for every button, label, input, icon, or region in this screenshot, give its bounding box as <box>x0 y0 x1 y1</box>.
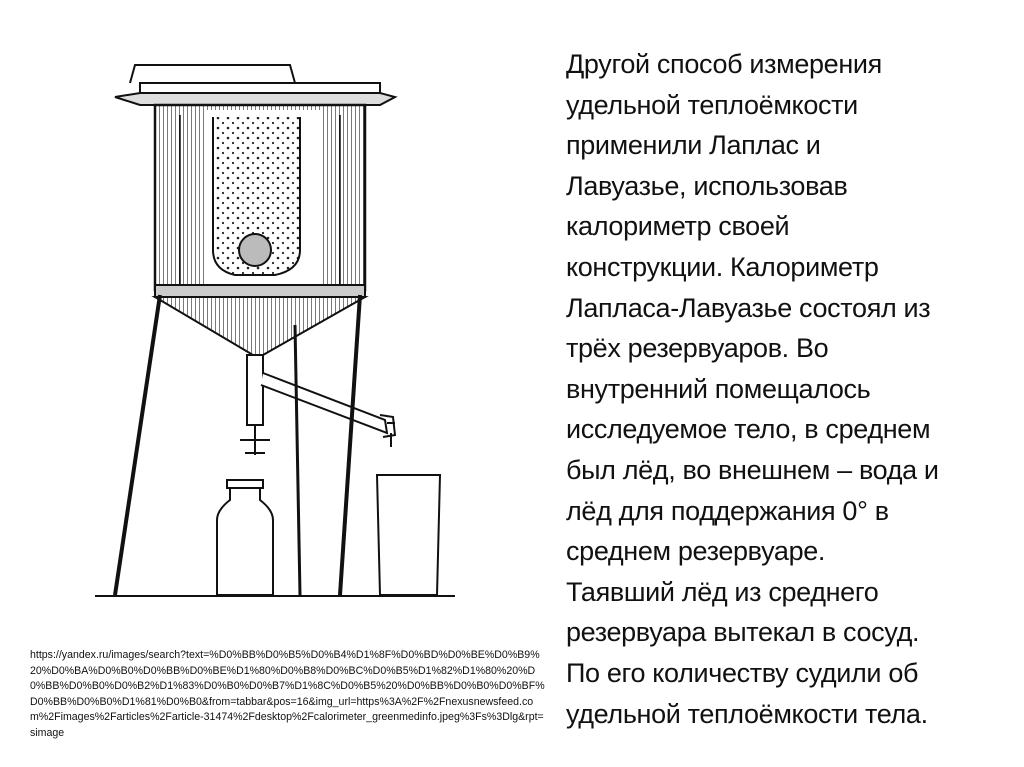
body-text-line: удельной теплоёмкости <box>566 89 858 120</box>
slide-body-text <box>566 44 1006 734</box>
body-text-line: удельной теплоёмкости тела. <box>566 698 928 729</box>
body-text-line: был лёд, во внешнем – вода и <box>566 454 939 485</box>
body-text-line: Другой способ измерения <box>566 49 882 79</box>
body-text-line: калориметр своей <box>566 211 790 242</box>
body-text-line: исследуемое тело, в среднем <box>566 414 931 445</box>
body-text-line: Лапласа-Лавуазье состоял из <box>566 292 931 323</box>
body-text-line: резервуара вытекал в сосуд. <box>566 617 920 648</box>
body-text-line: применили Лаплас и <box>566 130 821 161</box>
body-text-line: трёх резервуаров. Во <box>566 333 829 364</box>
body-text-line: По его количеству судили об <box>566 657 919 688</box>
body-text-line: среднем резервуаре. <box>566 536 826 567</box>
calorimeter-illustration <box>95 55 535 615</box>
image-source-url[interactable]: https://yandex.ru/images/search?text=%D0%BB%D0%B5%D0%B4%D1%8F%D0%BD%D0%BE%D0%B9%20%D0%BA%D0%B0%D0%BB%D0%BE%D1%80%D0%B8%D0%BC%D0%B5%D1%82%D1%80%20%D0%BB%D0%B0%D0%B2%D1%83%D0%B0%D0%B7%D1%8C%D0%B5%20%D0%BB%D0%B0%D0%BF%D0%BB%D0%B0%D1%81%D0%B0&from=tabbar&pos=16&img_url=https%3A%2F%2Fnexusnewsfeed.com%2Fimages%2Farticles%2Farticle-31474%2Fdesktop%2Fcalorimeter_greenmedinfo.jpeg%3Fs%3Dlg&rpt=simage <box>30 649 545 739</box>
body-text-line: Таявший лёд из среднего <box>566 576 879 607</box>
body-text-line: лёд для поддержания 0° в <box>566 495 889 526</box>
body-text-line: внутренний помещалось <box>566 373 871 404</box>
body-text-line: Лавуазье, использовав <box>566 170 848 201</box>
body-text-line: конструкции. Калориметр <box>566 251 879 282</box>
